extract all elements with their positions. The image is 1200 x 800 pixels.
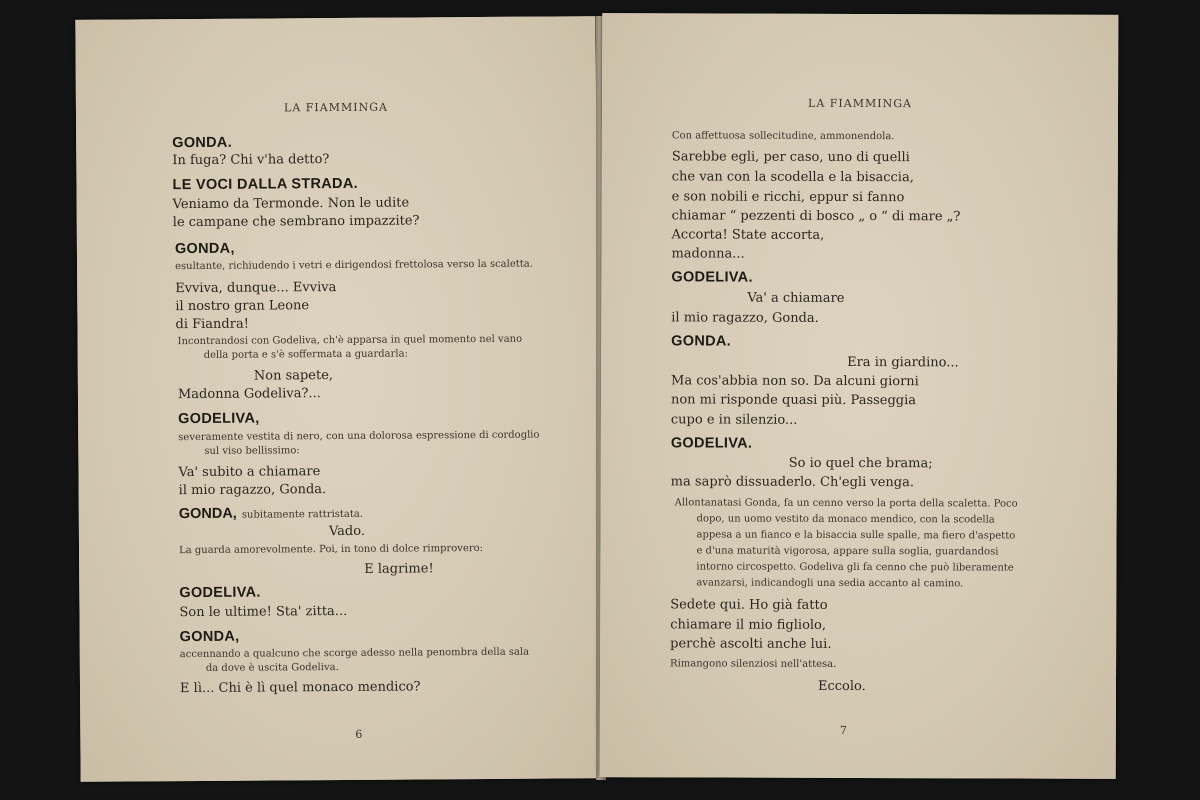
verse-line: cupo e in silenzio...	[670, 412, 798, 428]
verse-line: chiamar “ pezzenti di bosco „ o “ di mare „?	[671, 208, 961, 225]
stage-direction: dopo, un uomo vestito da monaco mendico, con la scodella	[696, 513, 995, 526]
page-number-right: 7	[839, 723, 847, 737]
verse-line: Vado.	[328, 523, 365, 540]
left-page-text	[75, 16, 600, 782]
verse-line: Veniamo da Termonde. Non le udite	[172, 195, 410, 213]
verse-line: E lagrime!	[364, 561, 434, 577]
stage-direction: della porta e s'è soffermata a guardarla:	[203, 348, 408, 361]
stage-direction: avanzarsi, indicandogli una sedia accanto al camino.	[696, 577, 964, 590]
verse-line: il nostro gran Leone	[175, 298, 310, 315]
stage-direction: appesa a un fianco e la bisaccia sulle spalle, ma fiero d'aspetto	[696, 529, 1016, 542]
speaker-name: GONDA,	[178, 505, 237, 523]
speaker-name: GONDA,	[174, 240, 235, 258]
verse-line: chiamare il mio figliolo,	[670, 617, 827, 633]
stage-direction: accennando a qualcuno che scorge adesso nella penombra della sala	[179, 646, 530, 661]
verse-line: So io quel che brama;	[788, 455, 933, 472]
running-head-left: LA FIAMMINGA	[283, 100, 388, 115]
verse-line: Madonna Godeliva?...	[177, 386, 321, 403]
stage-direction: subitamente rattristata.	[241, 508, 364, 521]
verse-line: Va' subito a chiamare	[178, 464, 321, 481]
verse-line: madonna...	[671, 246, 745, 262]
verse-line: di Fiandra!	[175, 316, 249, 333]
verse-line: e son nobili e ricchi, eppur si fanno	[671, 189, 905, 206]
stage-direction: sul viso bellissimo:	[204, 445, 300, 457]
verse-line: Sarebbe egli, per caso, uno di quelli	[671, 149, 910, 166]
speaker-name: GONDA,	[179, 628, 240, 646]
verse-line: Evviva, dunque... Evviva	[175, 280, 337, 297]
speaker-name: LE VOCI DALLA STRADA.	[172, 175, 358, 194]
stage-direction: e d'una maturità vigorosa, appare sulla soglia, guardandosi	[696, 545, 999, 558]
stage-direction: Incontrandosi con Godeliva, ch'è apparsa in quel momento nel vano	[177, 333, 523, 348]
page-number-left: 6	[355, 727, 363, 741]
speaker-name: GODELIVA.	[670, 435, 753, 452]
speaker-with-direction	[179, 502, 363, 522]
stage-direction: Con affettuosa sollecitudine, ammonendola.	[671, 130, 895, 143]
stage-direction: La guarda amorevolmente. Poi, in tono di dolce rimprovero:	[179, 542, 484, 557]
speaker-name: GONDA.	[172, 134, 233, 152]
verse-line: Non sapete,	[253, 368, 334, 384]
verse-line: il mio ragazzo, Gonda.	[671, 310, 819, 326]
verse-line: Accorta! State accorta,	[671, 227, 825, 243]
verse-line: Sedete qui. Ho già fatto	[670, 597, 828, 613]
verse-line: le campane che sembrano impazzite?	[172, 213, 420, 231]
verse-line: Va' a chiamare	[747, 290, 845, 306]
stage-direction: da dove è uscita Godeliva.	[205, 662, 339, 674]
left-page	[75, 16, 600, 782]
speaker-name: GODELIVA.	[179, 584, 261, 602]
verse-line: Son le ultime! Sta' zitta...	[179, 603, 348, 621]
stage-direction: esultante, richiudendo i vetri e dirigendosi frettolosa verso la scaletta.	[175, 258, 533, 273]
verse-line: In fuga? Chi v'ha detto?	[172, 152, 330, 169]
verse-line: Era in giardino...	[847, 354, 959, 371]
stage-direction: Rimangono silenziosi nell'attesa.	[670, 658, 837, 670]
verse-line: E lì... Chi è lì quel monaco mendico?	[179, 679, 421, 697]
stage-direction: intorno circospetto. Godeliva gli fa cenno che può liberamente	[696, 561, 1014, 574]
stage-direction: severamente vestita di nero, con una dolorosa espressione di cordoglio	[178, 429, 540, 444]
verse-line: ma saprò dissuaderlo. Ch'egli venga.	[670, 474, 915, 491]
right-page	[600, 13, 1119, 779]
speaker-name: GONDA.	[671, 333, 732, 350]
speaker-name: GODELIVA.	[671, 269, 753, 286]
verse-line: il mio ragazzo, Gonda.	[178, 482, 327, 499]
stage-direction: Allontanatasi Gonda, fa un cenno verso la porta della scaletta. Poco	[674, 497, 1018, 510]
verse-line: perchè ascolti anche lui.	[670, 636, 832, 652]
running-head-right: LA FIAMMINGA	[808, 96, 912, 111]
verse-line: Ma cos'abbia non so. Da alcuni giorni	[671, 373, 919, 390]
right-page-text	[600, 13, 1119, 779]
verse-line: che van con la scodella e la bisaccia,	[671, 169, 914, 186]
speaker-name: GODELIVA,	[178, 410, 260, 428]
verse-line: Eccolo.	[817, 678, 866, 695]
verse-line: non mi risponde quasi più. Passeggia	[670, 392, 917, 409]
